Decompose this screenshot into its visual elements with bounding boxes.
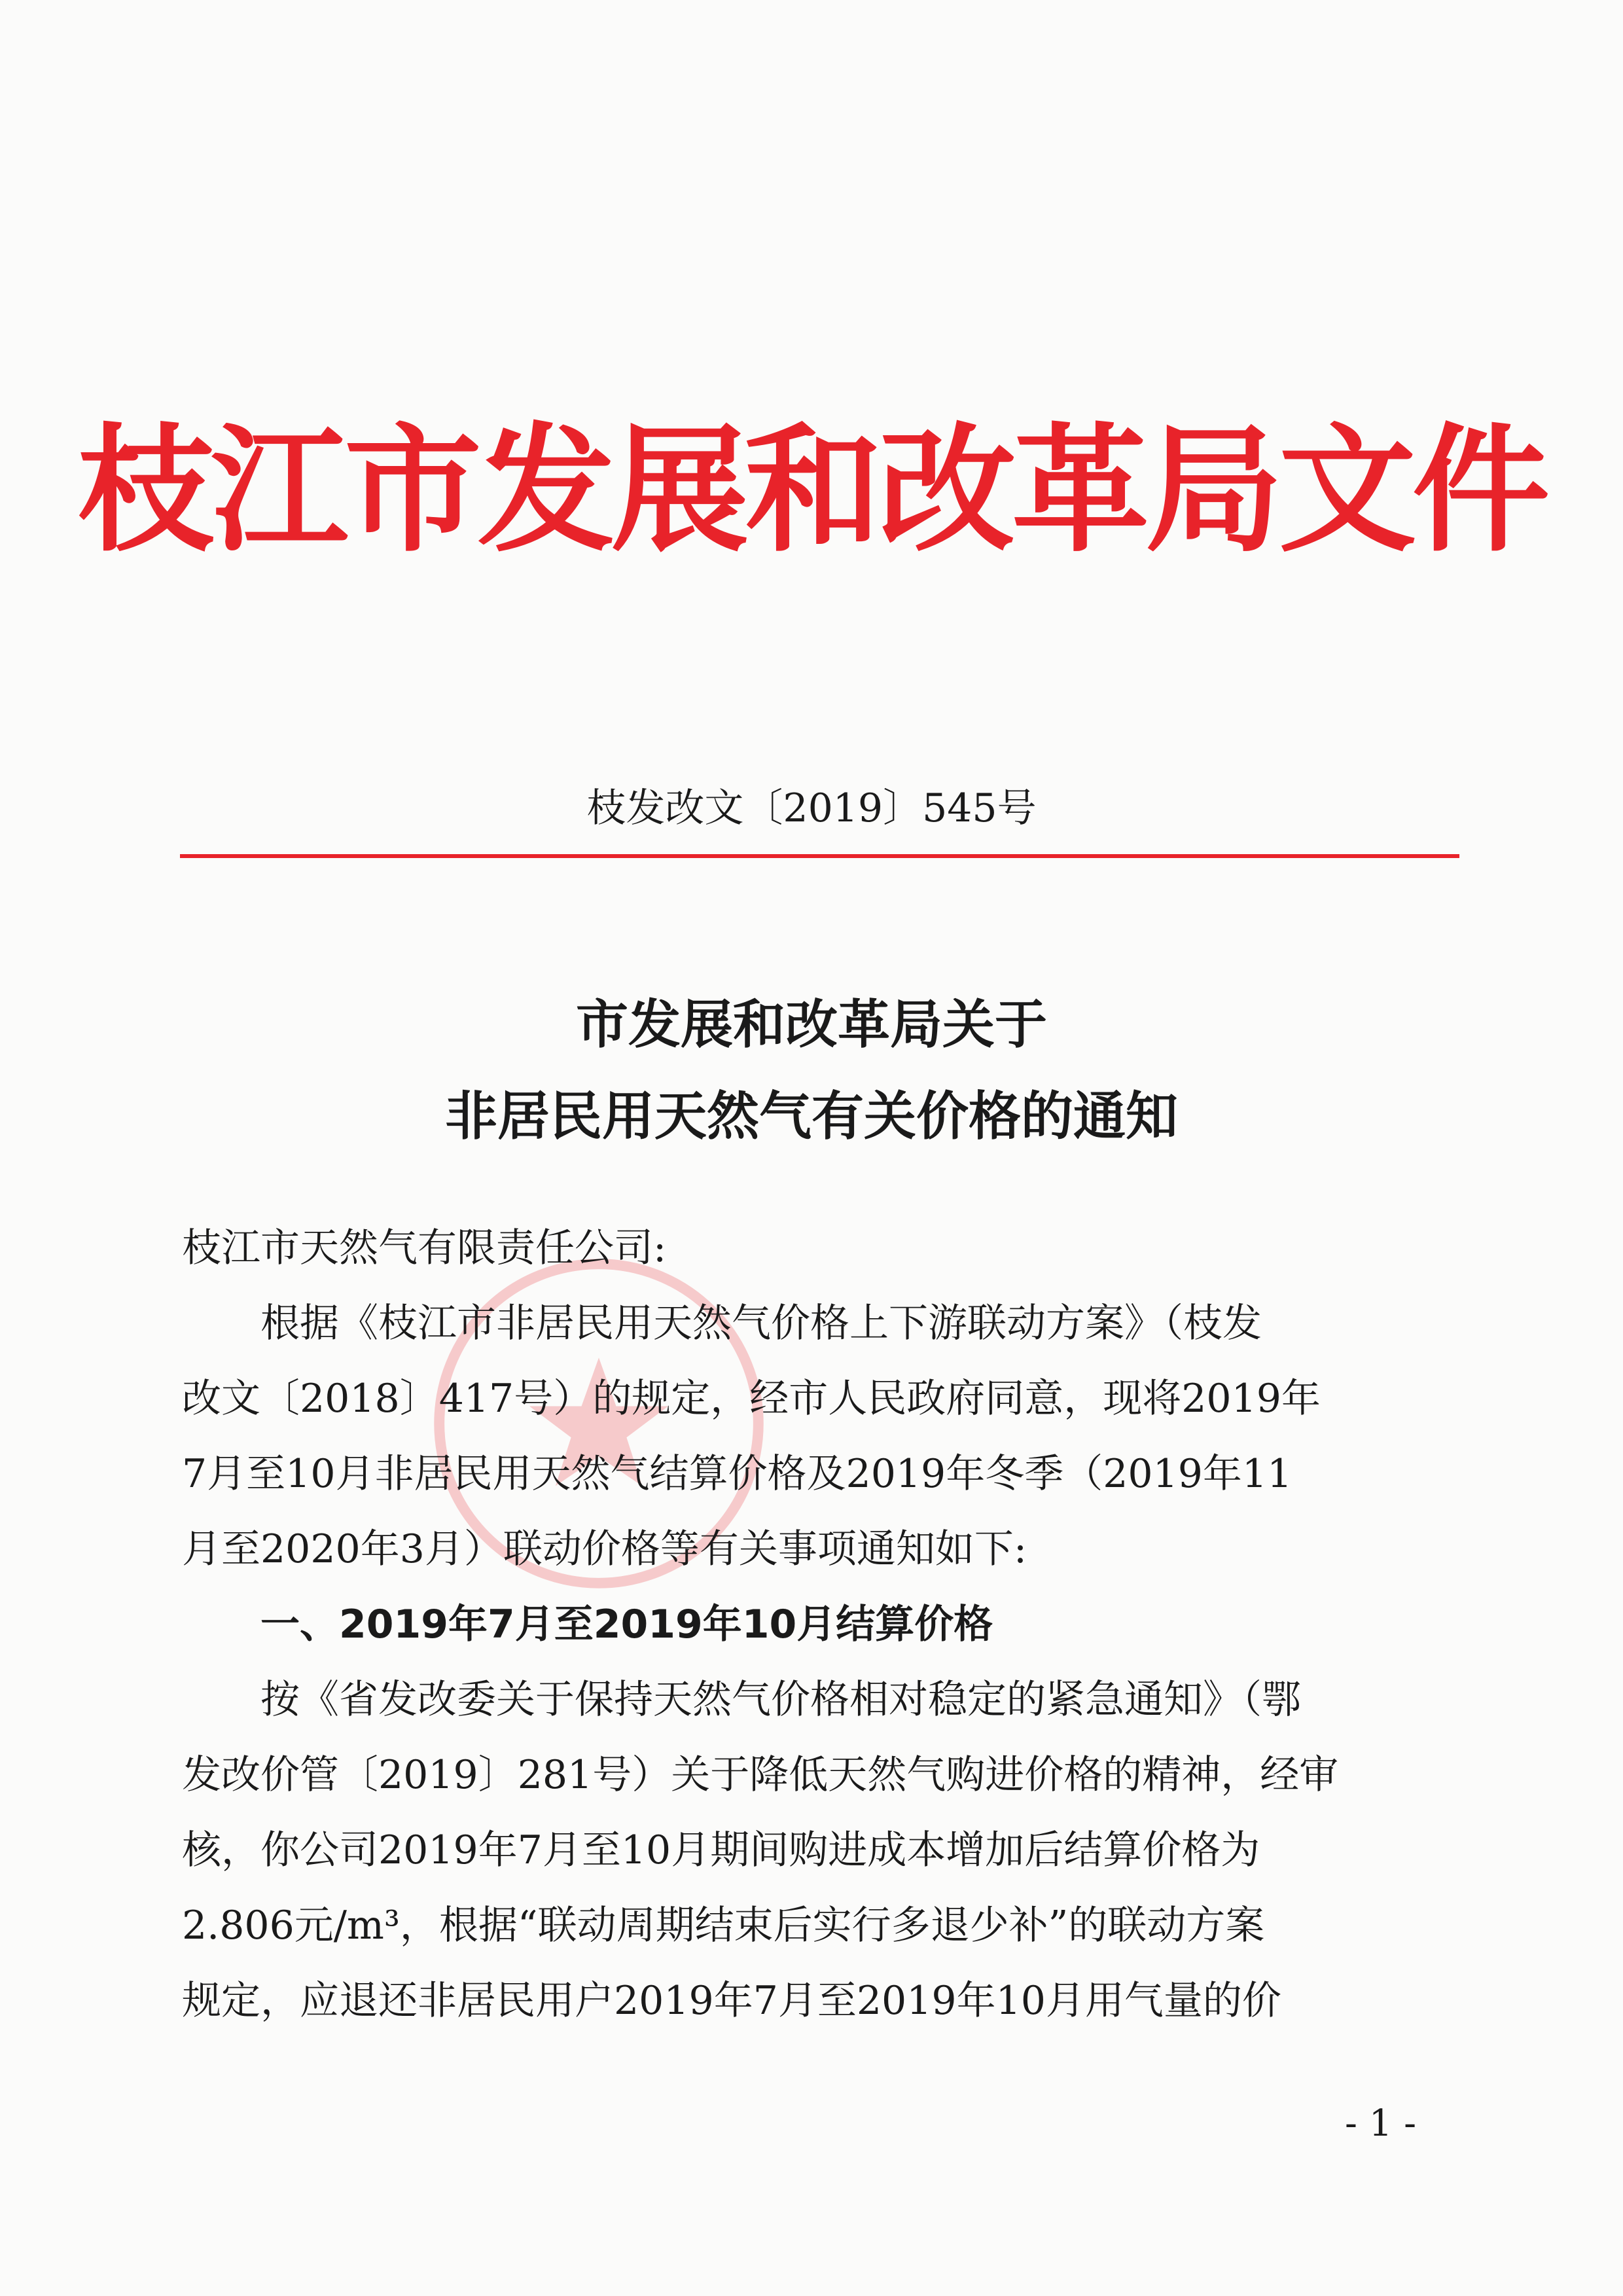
paragraph-2-line: 核，你公司2019年7月至10月期间购进成本增加后结算价格为 [182,1827,1260,1873]
notice-title-line-2: 非居民用天然气有关价格的通知 [445,1085,1178,1147]
paragraph-2-line: 发改价管〔2019〕281号）关于降低天然气购进价格的精神，经审 [182,1752,1339,1798]
issuing-authority-header: 枝江市发展和改革局文件 [77,410,1546,571]
paragraph-2 [182,1662,1425,2039]
document-number: 枝发改文〔2019〕545号 [586,785,1037,831]
red-divider-rule [180,854,1459,858]
notice-title-line-1: 市发展和改革局关于 [576,994,1047,1055]
paragraph-1-line: 改文〔2018〕417号）的规定，经市人民政府同意，现将2019年 [182,1376,1321,1422]
addressee: 枝江市天然气有限责任公司: [182,1225,667,1271]
paragraph-1 [182,1286,1425,1587]
page-number: - 1 - [1345,2102,1417,2145]
notice-body [182,1211,1425,2039]
section-1-heading: 一、2019年7月至2019年10月结算价格 [260,1602,993,1647]
paragraph-2-line: 规定，应退还非居民用户2019年7月至2019年10月用气量的价 [182,1978,1281,2024]
paragraph-1-line: 根据《枝江市非居民用天然气价格上下游联动方案》（枝发 [260,1300,1262,1346]
paragraph-1-line: 月至2020年3月）联动价格等有关事项通知如下: [182,1526,1027,1572]
notice-title [0,978,1623,1162]
paragraph-1-line: 7月至10月非居民用天然气结算价格及2019年冬季（2019年11 [182,1451,1293,1497]
paragraph-2-line: 2.806元/m³，根据“联动周期结束后实行多退少补”的联动方案 [182,1903,1265,1948]
paragraph-2-line: 按《省发改委关于保持天然气价格相对稳定的紧急通知》（鄂 [260,1677,1301,1723]
